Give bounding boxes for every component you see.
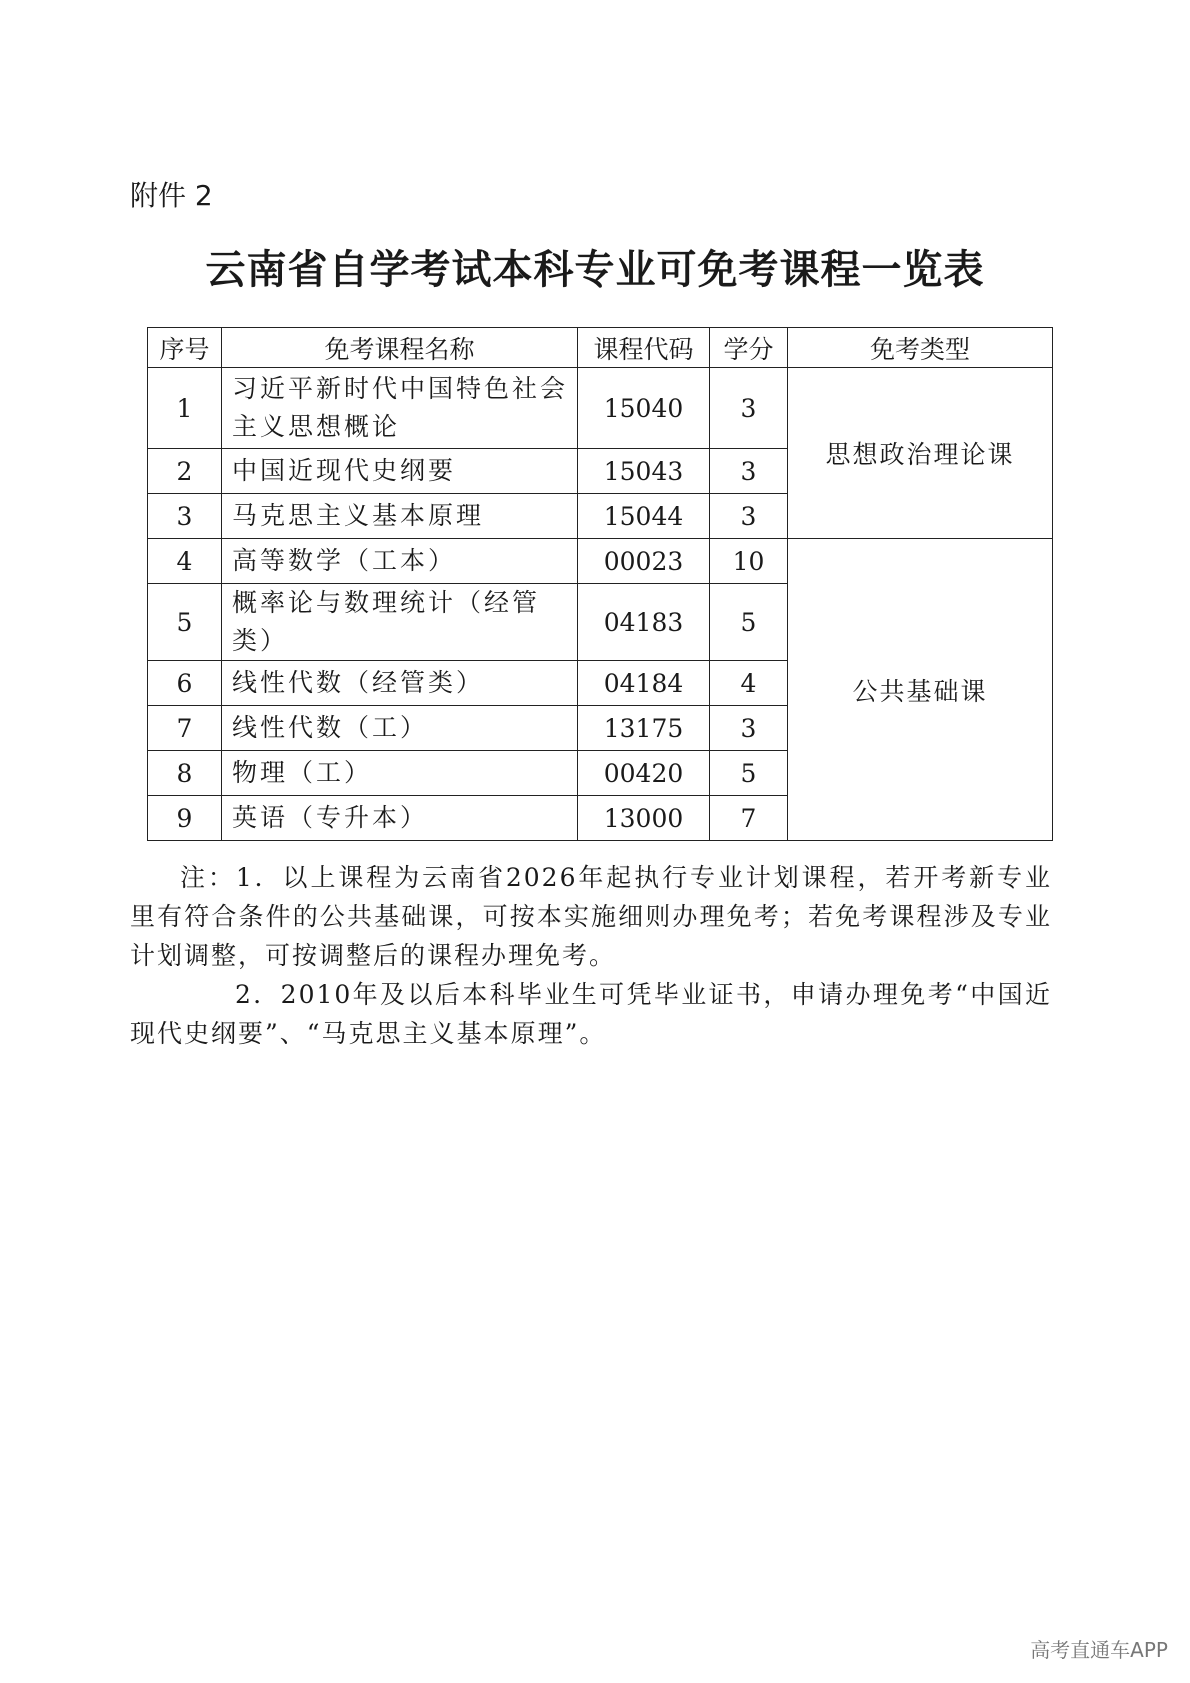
- note-1: 注：1．以上课程为云南省2026年起执行专业计划课程，若开考新专业里有符合条件的公共基础课，可按本实施细则办理免考；若免考课程涉及专业计划调整，可按调整后的课程办理免考。: [130, 863, 1052, 970]
- row-course-code: 15044: [578, 494, 710, 539]
- row-course-name: 中国近现代史纲要: [222, 449, 578, 494]
- row-credits: 5: [710, 584, 788, 661]
- row-seq: 3: [148, 494, 222, 539]
- row-course-name: 高等数学（工本）: [222, 539, 578, 584]
- row-credits: 4: [710, 661, 788, 706]
- exempt-courses-table: [147, 327, 1053, 841]
- row-course-name: 物理（工）: [222, 751, 578, 796]
- page-title: 云南省自学考试本科专业可免考课程一览表: [205, 246, 985, 293]
- row-course-name: 习近平新时代中国特色社会主义思想概论: [222, 368, 578, 449]
- row-credits: 5: [710, 751, 788, 796]
- table-row: [148, 368, 1053, 449]
- row-exemption-type-public: 公共基础课: [788, 539, 1053, 841]
- row-seq: 6: [148, 661, 222, 706]
- row-course-name: 线性代数（工）: [222, 706, 578, 751]
- attachment-label: 附件 2: [130, 179, 213, 212]
- row-course-code: 15043: [578, 449, 710, 494]
- header-credits: 学分: [710, 328, 788, 368]
- table-row: [148, 539, 1053, 584]
- row-course-code: 04183: [578, 584, 710, 661]
- header-seq: 序号: [148, 328, 222, 368]
- header-exemption-type: 免考类型: [788, 328, 1053, 368]
- row-seq: 8: [148, 751, 222, 796]
- row-credits: 3: [710, 706, 788, 751]
- row-credits: 3: [710, 368, 788, 449]
- header-course-code: 课程代码: [578, 328, 710, 368]
- row-course-code: 04184: [578, 661, 710, 706]
- row-course-name: 马克思主义基本原理: [222, 494, 578, 539]
- row-seq: 4: [148, 539, 222, 584]
- table-header-row: [148, 328, 1053, 368]
- row-course-code: 13000: [578, 796, 710, 841]
- row-credits: 10: [710, 539, 788, 584]
- row-seq: 9: [148, 796, 222, 841]
- row-course-code: 00023: [578, 539, 710, 584]
- row-seq: 1: [148, 368, 222, 449]
- row-seq: 5: [148, 584, 222, 661]
- note-2: 2．2010年及以后本科毕业生可凭毕业证书，申请办理免考“中国近现代史纲要”、“马克思主义基本原理”。: [130, 980, 1052, 1048]
- row-credits: 3: [710, 494, 788, 539]
- row-course-code: 15040: [578, 368, 710, 449]
- row-seq: 7: [148, 706, 222, 751]
- row-exemption-type-politics: 思想政治理论课: [788, 368, 1053, 539]
- header-course-name: 免考课程名称: [222, 328, 578, 368]
- row-course-code: 13175: [578, 706, 710, 751]
- row-course-name: 英语（专升本）: [222, 796, 578, 841]
- row-course-code: 00420: [578, 751, 710, 796]
- row-credits: 3: [710, 449, 788, 494]
- row-credits: 7: [710, 796, 788, 841]
- row-course-name: 线性代数（经管类）: [222, 661, 578, 706]
- row-seq: 2: [148, 449, 222, 494]
- notes-section: [130, 858, 1052, 1053]
- watermark: 高考直通车APP: [1030, 1638, 1168, 1662]
- row-course-name: 概率论与数理统计（经管类）: [222, 584, 578, 661]
